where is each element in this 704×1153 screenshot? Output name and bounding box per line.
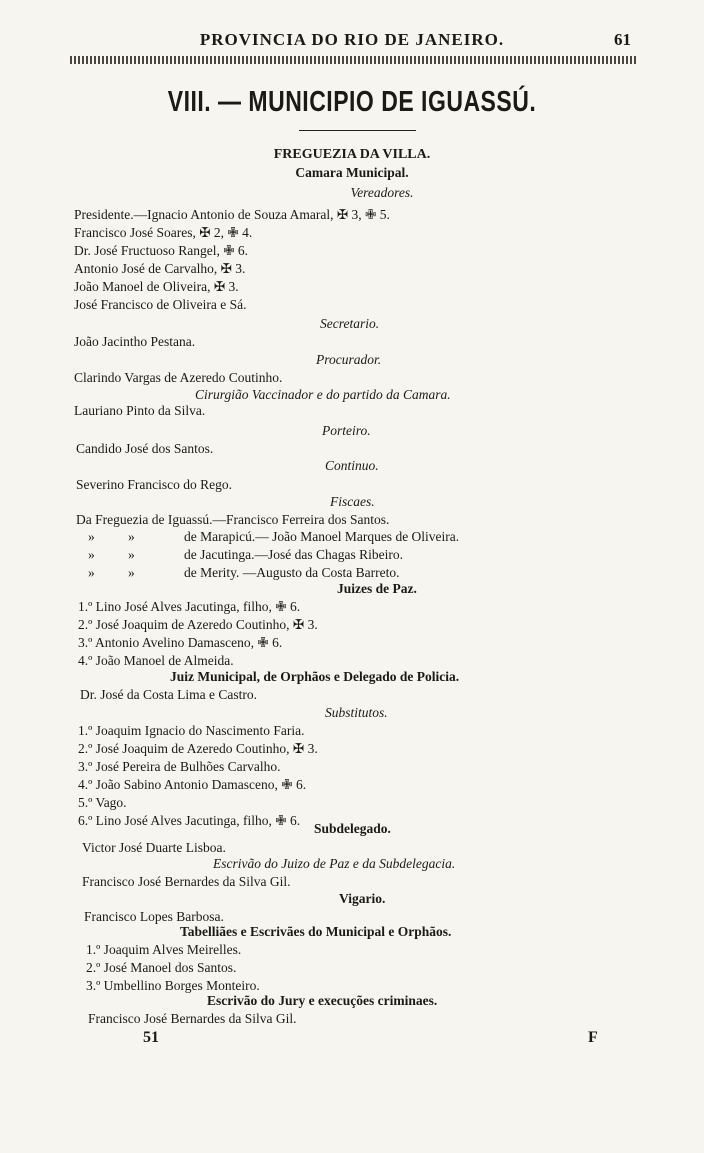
- vereador-line: José Francisco de Oliveira e Sá.: [74, 297, 247, 312]
- juizes-heading: Juizes de Paz.: [337, 581, 417, 596]
- cirurgiao-heading: Cirurgião Vaccinador e do partido da Camara.: [195, 387, 451, 402]
- escrivao-jury-name: Francisco José Bernardes da Silva Gil.: [88, 1011, 297, 1026]
- juiz-municipal-name: Dr. José da Costa Lima e Castro.: [80, 687, 257, 702]
- procurador-name: Clarindo Vargas de Azeredo Coutinho.: [74, 370, 283, 385]
- tabelliao-line: 1.º Joaquim Alves Meirelles.: [86, 942, 242, 957]
- procurador-heading: Procurador.: [316, 352, 382, 367]
- ditto-mark: »: [88, 565, 95, 580]
- secretario-heading: Secretario.: [320, 316, 380, 331]
- fiscal-line: de Jacutinga.—José das Chagas Ribeiro.: [184, 547, 403, 562]
- cirurgiao-name: Lauriano Pinto da Silva.: [74, 403, 206, 418]
- ditto-mark: »: [128, 529, 135, 544]
- tabelliao-line: 3.º Umbellino Borges Monteiro.: [86, 978, 260, 993]
- ditto-mark: »: [128, 547, 135, 562]
- tabelliaes-heading: Tabelliães e Escrivães do Municipal e Orphãos.: [180, 924, 452, 939]
- tabelliao-line: 2.º José Manoel dos Santos.: [86, 960, 237, 975]
- page-number: 61: [614, 30, 631, 49]
- ornamental-rule: [70, 56, 636, 64]
- title-divider: [299, 130, 416, 131]
- substitutos-heading: Substitutos.: [325, 705, 388, 720]
- porteiro-heading: Porteiro.: [322, 423, 371, 438]
- vereador-line: Antonio José de Carvalho, ✠ 3.: [74, 261, 246, 276]
- juiz-line: 3.º Antonio Avelino Damasceno, ✙ 6.: [78, 635, 283, 650]
- vereador-line: Presidente.—Ignacio Antonio de Souza Amaral, ✠ 3, ✙ 5.: [74, 207, 390, 222]
- juiz-municipal-heading: Juiz Municipal, de Orphãos e Delegado de Policia.: [170, 669, 460, 684]
- porteiro-name: Candido José dos Santos.: [76, 441, 214, 456]
- secretario-name: João Jacintho Pestana.: [74, 334, 196, 349]
- substituto-line: 5.º Vago.: [78, 795, 127, 810]
- ditto-mark: »: [88, 547, 95, 562]
- escrivao-paz-name: Francisco José Bernardes da Silva Gil.: [82, 874, 291, 889]
- ditto-mark: »: [128, 565, 135, 580]
- vigario-heading: Vigario.: [339, 891, 386, 906]
- juiz-line: 2.º José Joaquim de Azeredo Coutinho, ✠ 3.: [78, 617, 318, 632]
- continuo-name: Severino Francisco do Rego.: [76, 477, 232, 492]
- juiz-line: 1.º Lino José Alves Jacutinga, filho, ✙ 6.: [78, 599, 301, 614]
- substituto-line: 3.º José Pereira de Bulhões Carvalho.: [78, 759, 281, 774]
- signature-mark: F: [588, 1029, 598, 1046]
- vereador-line: João Manoel de Oliveira, ✠ 3.: [74, 279, 239, 294]
- substituto-line: 4.º João Sabino Antonio Damasceno, ✙ 6.: [78, 777, 307, 792]
- subdelegado-heading: Subdelegado.: [314, 821, 391, 836]
- substituto-line: 1.º Joaquim Ignacio do Nascimento Faria.: [78, 723, 305, 738]
- vigario-name: Francisco Lopes Barbosa.: [84, 909, 224, 924]
- ditto-mark: »: [88, 529, 95, 544]
- escrivao-jury-heading: Escrivão do Jury e execuções criminaes.: [207, 993, 438, 1008]
- fiscaes-heading: Fiscaes.: [330, 494, 375, 509]
- juiz-line: 4.º João Manoel de Almeida.: [78, 653, 234, 668]
- fiscal-line: de Merity. —Augusto da Costa Barreto.: [184, 565, 400, 580]
- parish-heading: FREGUEZIA DA VILLA.: [273, 147, 431, 162]
- substituto-line: 2.º José Joaquim de Azeredo Coutinho, ✠ 3.: [78, 741, 318, 756]
- vereador-line: Dr. José Fructuoso Rangel, ✙ 6.: [74, 243, 249, 258]
- vereador-line: Francisco José Soares, ✠ 2, ✙ 4.: [74, 225, 253, 240]
- fiscal-line: de Marapicú.— João Manoel Marques de Oliveira.: [184, 529, 460, 544]
- subdelegado-name: Victor José Duarte Lisboa.: [82, 840, 226, 855]
- running-title: PROVINCIA DO RIO DE JANEIRO.: [199, 30, 505, 49]
- fiscal-line: Da Freguezia de Iguassú.—Francisco Ferreira dos Santos.: [76, 512, 390, 527]
- sheet-number: 51: [143, 1029, 159, 1046]
- camara-heading: Camara Municipal.: [295, 165, 409, 180]
- escrivao-paz-heading: Escrivão do Juizo de Paz e da Subdelegacia.: [213, 856, 456, 871]
- chapter-title: VIII. — MUNICIPIO DE IGUASSÚ.: [167, 84, 537, 118]
- continuo-heading: Continuo.: [325, 458, 379, 473]
- substituto-line: 6.º Lino José Alves Jacutinga, filho, ✙ 6.: [78, 813, 301, 828]
- vereadores-heading: Vereadores.: [350, 185, 414, 200]
